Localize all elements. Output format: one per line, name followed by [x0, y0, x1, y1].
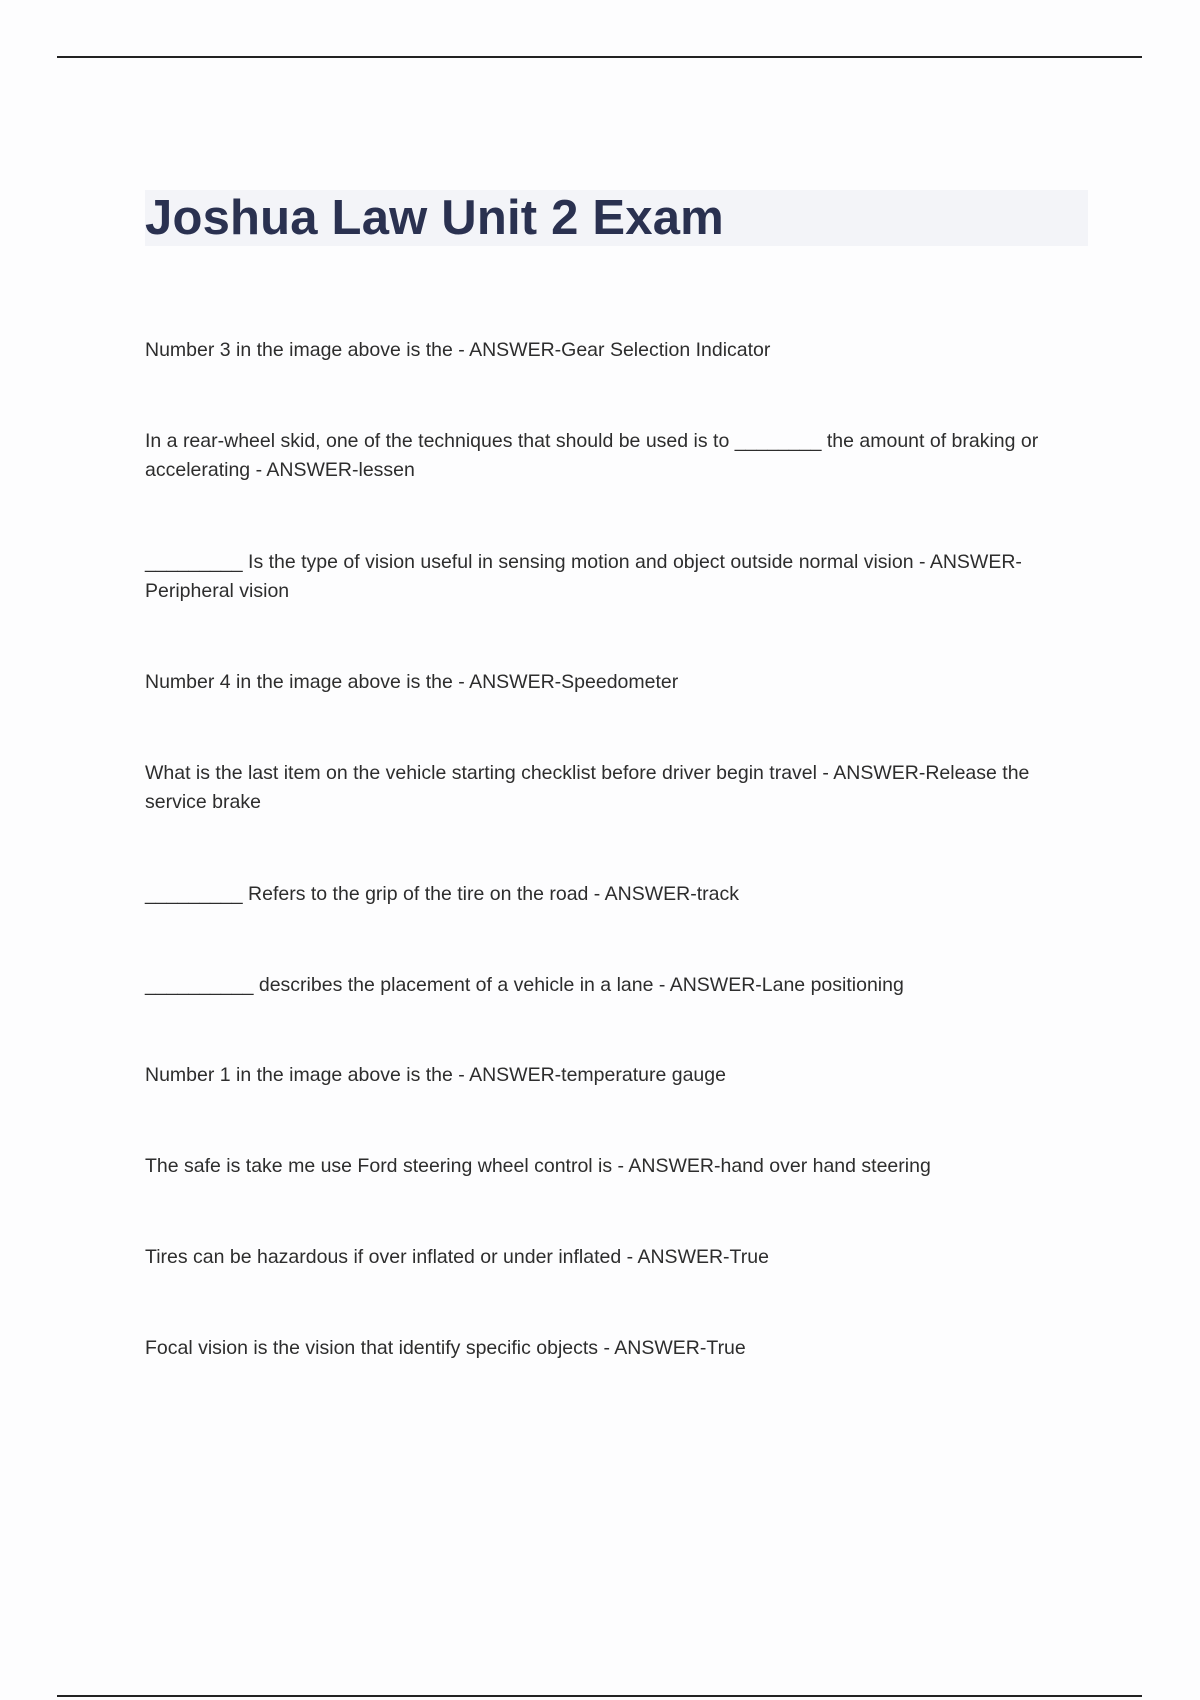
qa-item-2: In a rear-wheel skid, one of the techniques that should be used is to ________ the amount of braking or accelerating - ANSWER-lessen — [145, 430, 1039, 481]
qa-item-4: Number 4 in the image above is the - ANSWER-Speedometer — [145, 671, 679, 693]
qa-item-5: What is the last item on the vehicle starting checklist before driver begin travel - ANSWER-Release the service brake — [145, 762, 1030, 813]
bottom-rule — [57, 1695, 1142, 1697]
qa-item-10: Tires can be hazardous if over inflated or under inflated - ANSWER-True — [145, 1246, 769, 1268]
top-rule — [57, 56, 1142, 58]
qa-item-6: _________ Refers to the grip of the tire on the road - ANSWER-track — [145, 883, 739, 905]
document-title: Joshua Law Unit 2 Exam — [145, 191, 724, 245]
qa-item-3: _________ Is the type of vision useful in sensing motion and object outside normal vision - ANSWER-Peripheral vision — [145, 551, 1022, 602]
qa-item-7: __________ describes the placement of a vehicle in a lane - ANSWER-Lane positioning — [145, 974, 904, 996]
qa-item-11: Focal vision is the vision that identify specific objects - ANSWER-True — [145, 1337, 746, 1359]
qa-item-8: Number 1 in the image above is the - ANSWER-temperature gauge — [145, 1064, 726, 1086]
qa-item-1: Number 3 in the image above is the - ANSWER-Gear Selection Indicator — [145, 339, 771, 361]
qa-item-9: The safe is take me use Ford steering wheel control is - ANSWER-hand over hand steering — [145, 1155, 931, 1177]
